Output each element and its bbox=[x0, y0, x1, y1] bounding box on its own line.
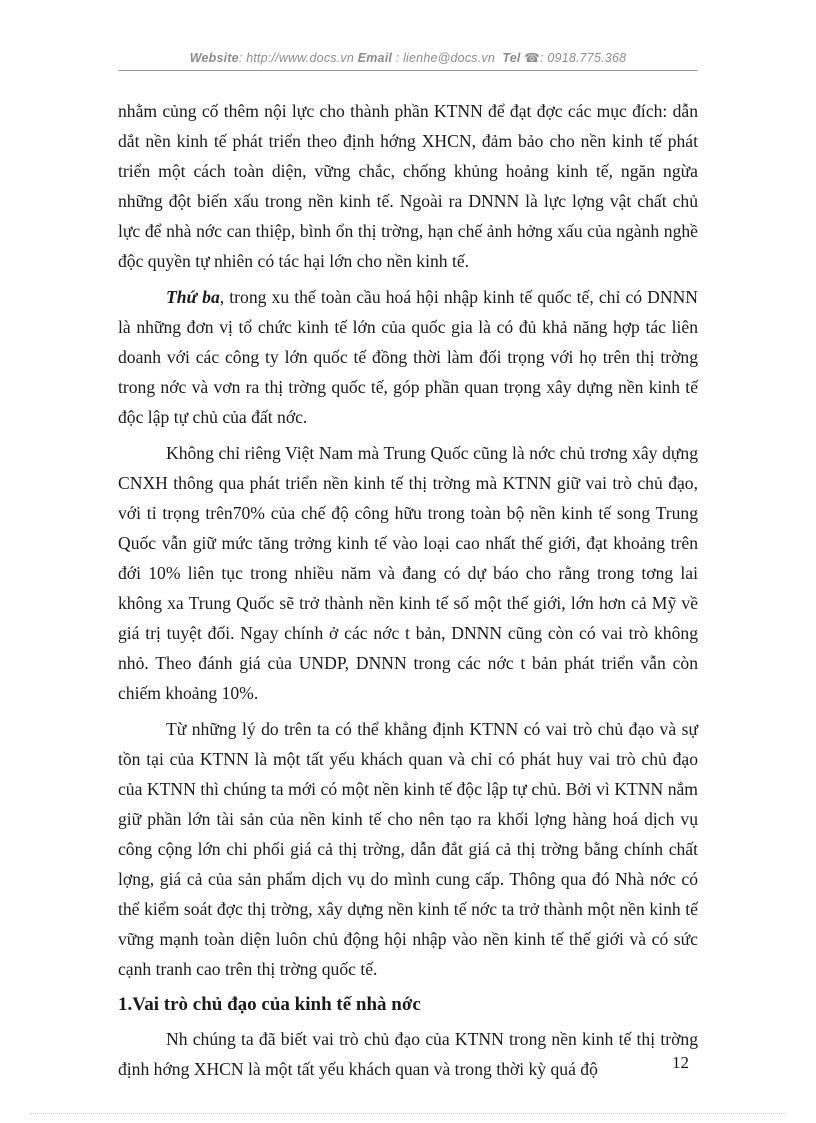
paragraph-5: Nh chúng ta đã biết vai trò chủ đạo của KTNN trong nền kinh tế thị trờng định hớng XHCN là một tất yếu khách quan và trong thời kỳ quá độ bbox=[118, 1029, 698, 1079]
email-value[interactable]: : lienhe@docs.vn bbox=[392, 51, 496, 65]
website-label: Website bbox=[189, 51, 239, 65]
document-body bbox=[118, 96, 698, 1090]
section-heading: 1.Vai trò chủ đạo của kinh tế nhà nớc bbox=[118, 994, 421, 1015]
website-value[interactable]: : http://www.docs.vn bbox=[238, 51, 355, 65]
phone-icon: ☎ bbox=[524, 51, 541, 65]
tel-value: : 0918.775.368 bbox=[540, 51, 627, 65]
paragraph-2-lead: Thứ ba bbox=[166, 287, 220, 307]
paragraph-4: Từ những lý do trên ta có thể khẳng định KTNN có vai trò chủ đạo và sự tồn tại của KTNN là một tất yếu khách quan và chỉ có phát huy vai trò chủ đạo của KTNN thì chúng ta mới có một nền kinh tế độc lập tự chủ. Bởi vì KTNN nắm giữ phần lớn tài sản của nền kinh tế cho nên tạo ra khối lợng hàng hoá dịch vụ công cộng lớn chi phối giá cả thị trờng, dẫn đắt giá cả thị trờng bằng chính chất lợng, giá cả của sản phẩm dịch vụ do mình cung cấp. Thông qua đó Nhà nớc có thể kiểm soát đợc thị trờng, xây dựng nền kinh tế nớc ta trở thành một nền kinh tế vững mạnh toàn diện luôn chủ động hội nhập vào nền kinh tế thế giới và có sức cạnh tranh cao trên thị trờng quốc tế. bbox=[118, 719, 698, 979]
paragraph-2 bbox=[118, 282, 698, 432]
tel-label: Tel bbox=[502, 51, 521, 65]
page-number: 12 bbox=[672, 1053, 689, 1072]
footer-divider bbox=[30, 1113, 786, 1114]
paragraph-3: Không chỉ riêng Việt Nam mà Trung Quốc cũng là nớc chủ trơng xây dựng CNXH thông qua phát triển nền kinh tế thị trờng mà KTNN giữ vai trò chủ đạo, với tỉ trọng trên70% của chế độ công hữu trong toàn bộ nền kinh tế song Trung Quốc vẫn giữ mức tăng trởng kinh tế vào loại cao nhất thế giới, đạt khoảng trên đới 10% liên tục trong nhiều năm và đang có dự báo cho rằng trong tơng lai không xa Trung Quốc sẽ trở thành nền kinh tế số một thế giới, lớn hơn cả Mỹ về giá trị tuyệt đối. Ngay chính ở các nớc t bản, DNNN cũng còn có vai trò không nhỏ. Theo đánh giá của UNDP, DNNN trong các nớc t bản phát triển vẫn còn chiếm khoảng 10%. bbox=[118, 443, 698, 703]
email-label: Email bbox=[357, 51, 393, 65]
paragraph-1: nhằm củng cố thêm nội lực cho thành phần KTNN để đạt đợc các mục đích: dẫn dắt nền kinh tế phát triển theo định hớng XHCN, đảm bảo cho nền kinh tế phát triển một cách toàn diện, vững chắc, chống khủng hoảng kinh tế, ngăn ngừa những đột biến xấu trong nền kinh tế. Ngoài ra DNNN là lực lợng vật chất chủ lực để nhà nớc can thiệp, bình ổn thị trờng, hạn chế ảnh hởng xấu của ngành nghề độc quyền tự nhiên có tác hại lớn cho nền kinh tế. bbox=[118, 101, 698, 271]
page-header bbox=[0, 50, 816, 65]
paragraph-2-text: , trong xu thế toàn cầu hoá hội nhập kinh tế quốc tế, chỉ có DNNN là những đơn vị tổ chức kinh tế lớn của quốc gia là có đủ khả năng hợp tác liên doanh với các công ty lớn quốc tế đồng thời làm đối trọng với họ trên thị trờng trong nớc và vơn ra thị trờng quốc tế, góp phần quan trọng xây dựng nền kinh tế độc lập tự chủ của đất nớc. bbox=[118, 287, 698, 427]
header-divider bbox=[118, 70, 698, 71]
